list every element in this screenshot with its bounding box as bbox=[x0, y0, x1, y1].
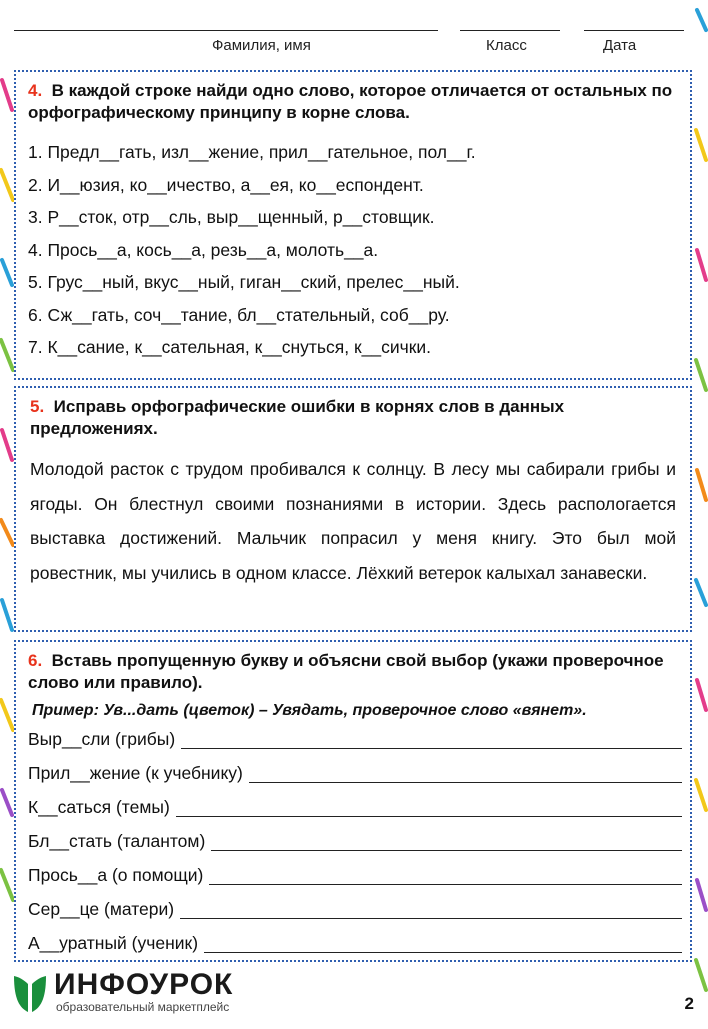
student-header bbox=[0, 0, 708, 60]
task-6-instruction: Вставь пропущенную букву и объясни свой выбор (укажи проверочное слово или правило). bbox=[28, 651, 664, 692]
date-line[interactable] bbox=[584, 30, 684, 31]
infourok-logo bbox=[10, 968, 260, 1016]
list-item: 2. И__юзия, ко__ичество, а__ея, ко__еспондент. bbox=[28, 174, 424, 195]
name-label: Фамилия, имя bbox=[212, 37, 311, 54]
logo-tagline: образовательный маркетплейс bbox=[56, 1000, 230, 1014]
answer-row[interactable] bbox=[28, 860, 682, 894]
class-line[interactable] bbox=[460, 30, 560, 31]
task-6-answers bbox=[28, 724, 682, 962]
task-6-box bbox=[14, 640, 692, 962]
task-6-title bbox=[28, 650, 682, 694]
left-decoration bbox=[0, 0, 14, 1024]
date-label: Дата bbox=[603, 37, 637, 54]
name-line[interactable] bbox=[14, 30, 438, 31]
list-item: 3. Р__сток, отр__сль, выр__щенный, р__стовщик. bbox=[28, 207, 435, 227]
answer-row[interactable] bbox=[28, 826, 682, 860]
answer-word: Прось__а (о помощи) bbox=[28, 865, 209, 886]
answer-row[interactable] bbox=[28, 724, 682, 758]
answer-word: Выр__сли (грибы) bbox=[28, 729, 181, 750]
task-6-example: Пример: Ув...дать (цветок) – Увядать, проверочное слово «вянет». bbox=[32, 702, 587, 719]
logo-name: ИНФОУРОК bbox=[54, 968, 234, 1001]
list-item: 7. К__сание, к__сательная, к__снуться, к__сички. bbox=[28, 337, 432, 357]
task-5-text: Молодой расток с трудом пробивался к солнцу. В лесу мы сабирали грибы и ягоды. Он блестнул своими познаниями в истории. Здесь распологается выставка достижений. Мальчик попрасил у меня книгу. Это был мой ровестник, мы учились в одном классе. Лёхкий ветерок калыхал занавески. bbox=[30, 459, 676, 583]
task-5-box bbox=[14, 386, 692, 632]
class-label: Класс bbox=[486, 37, 527, 54]
list-item: 1. Предл__гать, изл__жение, прил__гательное, пол__г. bbox=[28, 142, 476, 162]
list-item: 6. Сж__гать, соч__тание, бл__стательный, соб__ру. bbox=[28, 304, 450, 325]
answer-word: А__уратный (ученик) bbox=[28, 933, 204, 954]
task-6-number: 6. bbox=[28, 651, 43, 670]
answer-row[interactable] bbox=[28, 928, 682, 962]
task-5-number: 5. bbox=[30, 397, 45, 416]
task-5-instruction: Исправь орфографические ошибки в корнях слов в данных предложениях. bbox=[30, 397, 565, 438]
answer-row[interactable] bbox=[28, 792, 682, 826]
answer-word: Прил__жение (к учебнику) bbox=[28, 763, 249, 784]
infourok-leaf-icon bbox=[10, 970, 50, 1014]
task-4-instruction: В каждой строке найди одно слово, которое отличается от остальных по орфографическому принципу в корне слова. bbox=[28, 81, 673, 122]
list-item: 5. Грус__ный, вкус__ный, гиган__ский, прелес__ный. bbox=[28, 272, 460, 292]
page-number: 2 bbox=[684, 994, 694, 1013]
answer-row[interactable] bbox=[28, 894, 682, 928]
list-item: 4. Прось__а, кось__а, резь__а, молоть__а. bbox=[28, 239, 379, 260]
task-4-number: 4. bbox=[28, 81, 43, 100]
answer-word: Сер__це (матери) bbox=[28, 899, 180, 920]
answer-row[interactable] bbox=[28, 758, 682, 792]
task-4-title bbox=[28, 80, 680, 124]
task-4-list bbox=[28, 136, 680, 364]
answer-word: Бл__стать (талантом) bbox=[28, 831, 211, 852]
task-5-title bbox=[30, 396, 676, 440]
answer-word: К__саться (темы) bbox=[28, 797, 176, 818]
task-4-box bbox=[14, 70, 692, 380]
right-decoration bbox=[694, 0, 708, 1024]
